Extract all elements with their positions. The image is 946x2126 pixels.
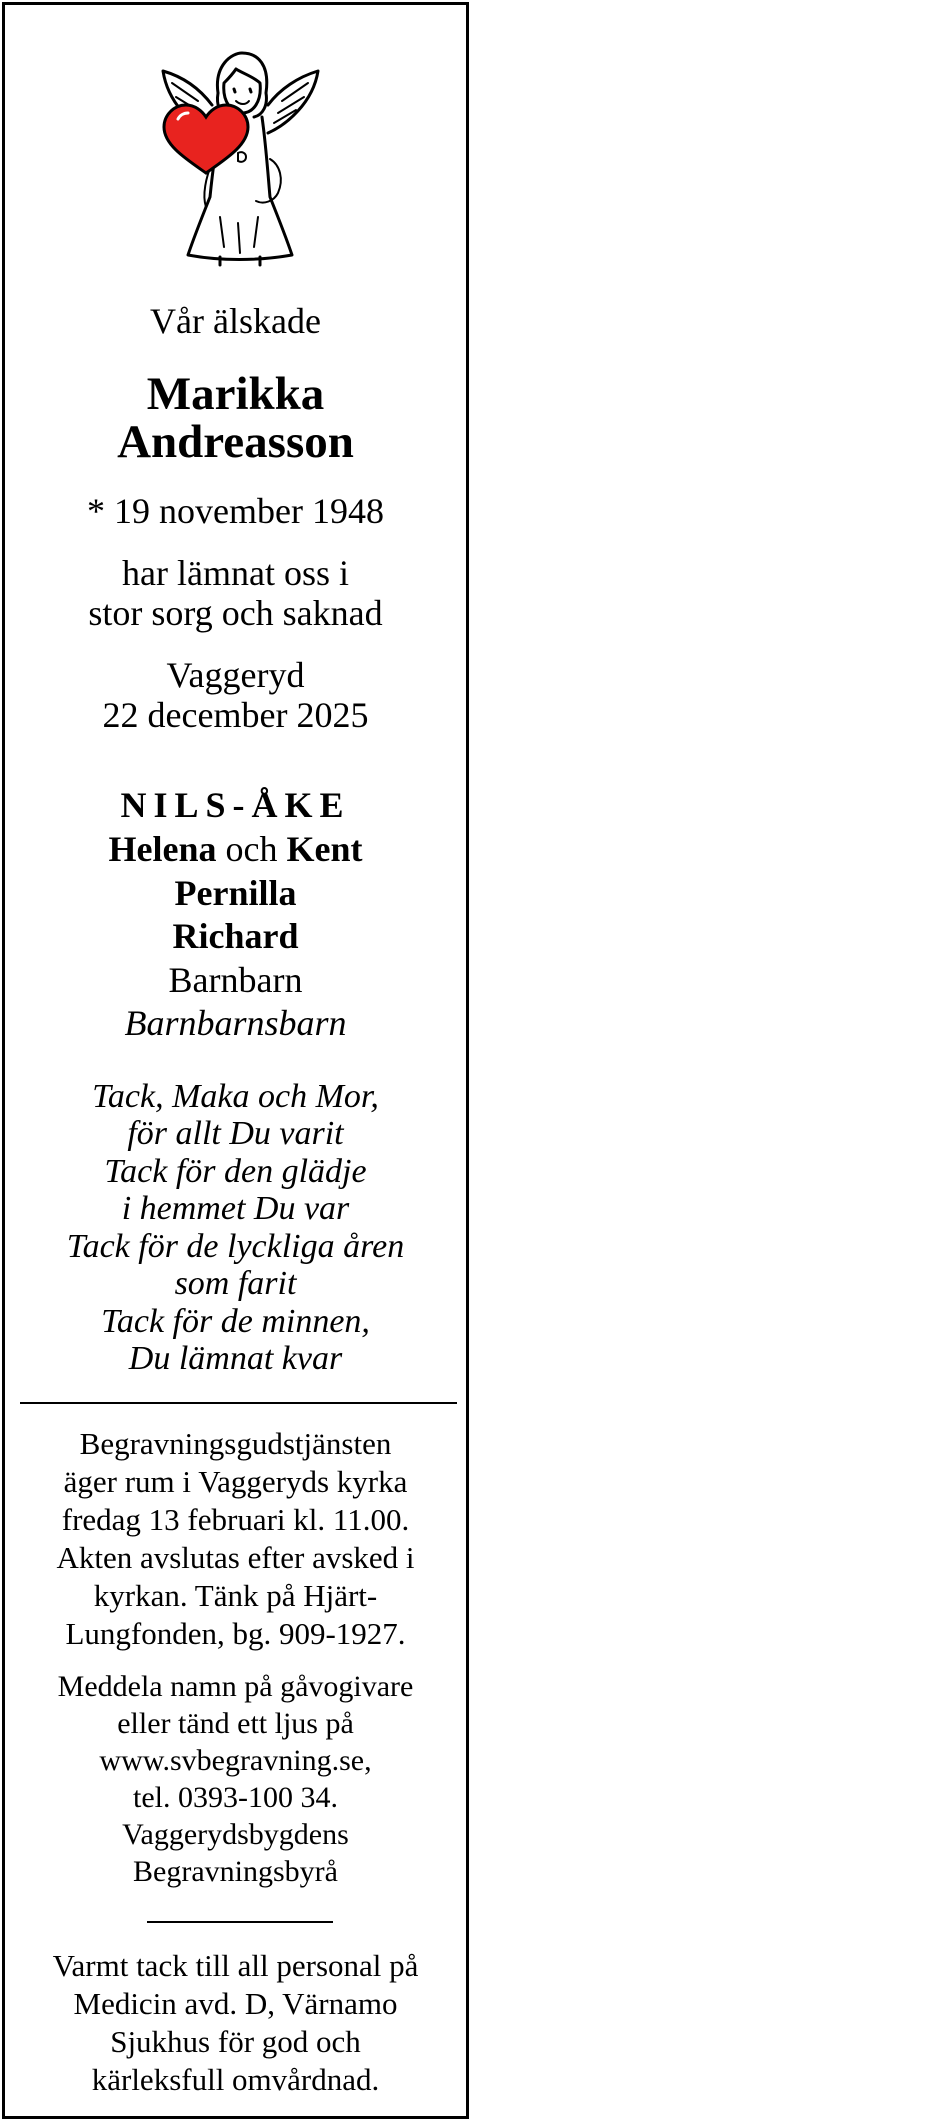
section-divider [20,1402,457,1404]
intro-text: Vår älskade [150,301,321,341]
service-line: Lungfonden, bg. 909-1927. [65,1616,406,1651]
thanks-line: Varmt tack till all personal på [52,1948,419,1983]
family-child-1: Helena [108,829,217,869]
poem-line: Tack för de lyckliga åren [66,1228,405,1265]
poem-line: som farit [174,1265,297,1302]
service-line: kyrkan. Tänk på Hjärt- [93,1578,378,1613]
family-spouse: NILS-ÅKE [120,785,351,825]
family-child-4: Richard [172,916,299,956]
poem-line: Tack för de minnen, [101,1303,370,1340]
family-child-3: Pernilla [174,873,297,913]
funeral-home-line: Meddela namn på gåvogivare [57,1670,414,1703]
message-line-1: har lämnat oss i [122,553,349,593]
message-line-2: stor sorg och saknad [88,593,383,633]
poem-line: Tack, Maka och Mor, [92,1078,379,1115]
place-of-death: Vaggeryd [166,655,305,695]
funeral-home-line: Vaggerydsbygdens [122,1818,349,1851]
funeral-home-line: eller tänd ett ljus på [117,1707,354,1740]
family-child-2: Kent [286,829,363,869]
thanks-line: kärleksfull omvårdnad. [91,2062,380,2097]
service-line: Begravningsgudstjänsten [79,1426,392,1461]
birth-date: * 19 november 1948 [87,491,384,531]
death-date: 22 december 2025 [102,695,369,735]
poem-line: i hemmet Du var [121,1190,350,1227]
angel-with-heart-icon [150,47,330,267]
family-grandchildren: Barnbarn [168,960,303,1000]
family-children-line [5,831,466,867]
poem-line: Tack för den glädje [104,1153,367,1190]
death-notice [2,2,469,2119]
service-line: Akten avslutas efter avsked i [56,1540,415,1575]
funeral-home-website: www.svbegravning.se, [99,1744,372,1777]
deceased-last-name: Andreasson [117,416,354,468]
poem-line: för allt Du varit [127,1115,344,1152]
short-divider [147,1921,333,1923]
funeral-home-line: Begravningsbyrå [133,1855,338,1888]
thanks-line: Sjukhus för god och [110,2024,361,2059]
family-great-grandchildren: Barnbarnsbarn [124,1003,347,1043]
funeral-home-phone: tel. 0393-100 34. [133,1781,338,1814]
family-connector: och [225,829,278,869]
poem-line: Du lämnat kvar [128,1340,343,1377]
deceased-first-name: Marikka [146,368,325,420]
service-line: äger rum i Vaggeryds kyrka [63,1464,408,1499]
thanks-line: Medicin avd. D, Värnamo [73,1986,398,2021]
service-line: fredag 13 februari kl. 11.00. [61,1502,410,1537]
